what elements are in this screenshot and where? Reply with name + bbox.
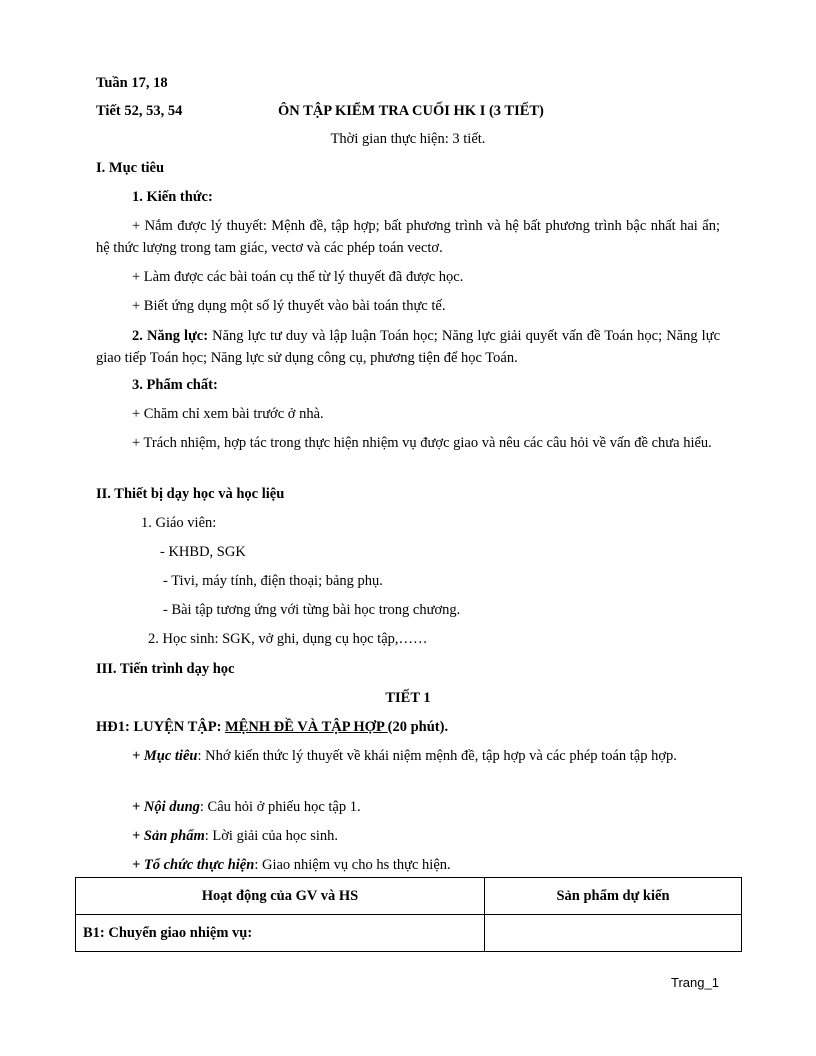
ability-paragraph bbox=[96, 325, 720, 369]
teacher-item: - Bài tập tương ứng với từng bài học trong chương. bbox=[163, 602, 461, 618]
content-text: : Câu hỏi ở phiếu học tập 1. bbox=[199, 799, 361, 815]
section-objectives-heading: I. Mục tiêu bbox=[96, 160, 165, 176]
goal-text: : Nhớ kiến thức lý thuyết về khái niệm mệnh đề, tập hợp và các phép toán tập hợp. bbox=[197, 748, 677, 764]
quality-item: + Trách nhiệm, hợp tác trong thực hiện nhiệm vụ được giao và nêu các câu hỏi về vấn đề chưa hiểu. bbox=[132, 435, 712, 451]
ability-text: Năng lực tư duy và lập luận Toán học; Năng lực giải quyết vấn đề Toán học; Năng lực giao tiếp Toán học; Năng lực sử dụng công cụ, phương tiện để học Toán. bbox=[96, 328, 721, 366]
product-text: : Lời giải của học sinh. bbox=[204, 828, 339, 844]
activity-heading bbox=[96, 718, 448, 736]
period-title: TIẾT 1 bbox=[385, 690, 431, 706]
knowledge-item: + Làm được các bài toán cụ thể từ lý thuyết đã được học. bbox=[132, 269, 464, 285]
goal-paragraph bbox=[96, 745, 720, 767]
activity-table bbox=[75, 877, 742, 952]
student-line: 2. Học sinh: SGK, vở ghi, dụng cụ học tập,…… bbox=[148, 631, 428, 647]
table-cell bbox=[485, 915, 742, 952]
knowledge-item: + Nắm được lý thuyết: Mệnh đề, tập hợp; bất phương trình và hệ bất phương trình bậc nhất hai ẩn; hệ thức lượng trong tam giác, vectơ và các phép toán vectơ. bbox=[96, 218, 720, 256]
week-label: Tuần 17, 18 bbox=[96, 75, 168, 91]
section-equipment-heading: II. Thiết bị dạy học và học liệu bbox=[96, 486, 285, 502]
knowledge-item: + Biết ứng dụng một số lý thuyết vào bài toán thực tế. bbox=[132, 298, 446, 314]
teacher-heading: 1. Giáo viên: bbox=[141, 515, 217, 531]
content-line bbox=[132, 798, 361, 816]
periods-label: Tiết 52, 53, 54 bbox=[96, 103, 183, 119]
product-line bbox=[132, 827, 338, 845]
goal-label: + Mục tiêu bbox=[132, 748, 198, 764]
duration-text: Thời gian thực hiện: 3 tiết. bbox=[330, 131, 486, 147]
activity-suffix: (20 phút). bbox=[387, 719, 449, 735]
teacher-item: - KHBD, SGK bbox=[160, 544, 246, 560]
organization-label: + Tổ chức thực hiện bbox=[132, 857, 255, 873]
section-process-heading: III. Tiến trình dạy học bbox=[96, 661, 235, 677]
quality-item: + Chăm chỉ xem bài trước ở nhà. bbox=[132, 406, 324, 422]
table-header-cell: Hoạt động của GV và HS bbox=[76, 878, 485, 915]
quality-heading: 3. Phẩm chất: bbox=[132, 377, 218, 393]
organization-line bbox=[132, 856, 451, 874]
table-header-row bbox=[76, 878, 742, 915]
content-label: + Nội dung bbox=[132, 799, 200, 815]
table-row bbox=[76, 915, 742, 952]
teacher-item: - Tivi, máy tính, điện thoại; bảng phụ. bbox=[163, 573, 383, 589]
activity-topic: MỆNH ĐỀ VÀ TẬP HỢP bbox=[225, 719, 388, 735]
page-number: Trang_1 bbox=[671, 975, 719, 990]
product-label: + Sản phẩm bbox=[132, 828, 205, 844]
table-header-cell: Sản phẩm dự kiến bbox=[485, 878, 742, 915]
ability-label: 2. Năng lực: bbox=[132, 328, 209, 344]
knowledge-heading: 1. Kiến thức: bbox=[132, 189, 213, 205]
activity-prefix: HĐ1: LUYỆN TẬP: bbox=[96, 719, 226, 735]
lesson-title: ÔN TẬP KIỂM TRA CUỐI HK I (3 TIẾT) bbox=[278, 103, 544, 119]
organization-text: : Giao nhiệm vụ cho hs thực hiện. bbox=[254, 857, 451, 873]
table-cell: B1: Chuyển giao nhiệm vụ: bbox=[76, 915, 485, 952]
